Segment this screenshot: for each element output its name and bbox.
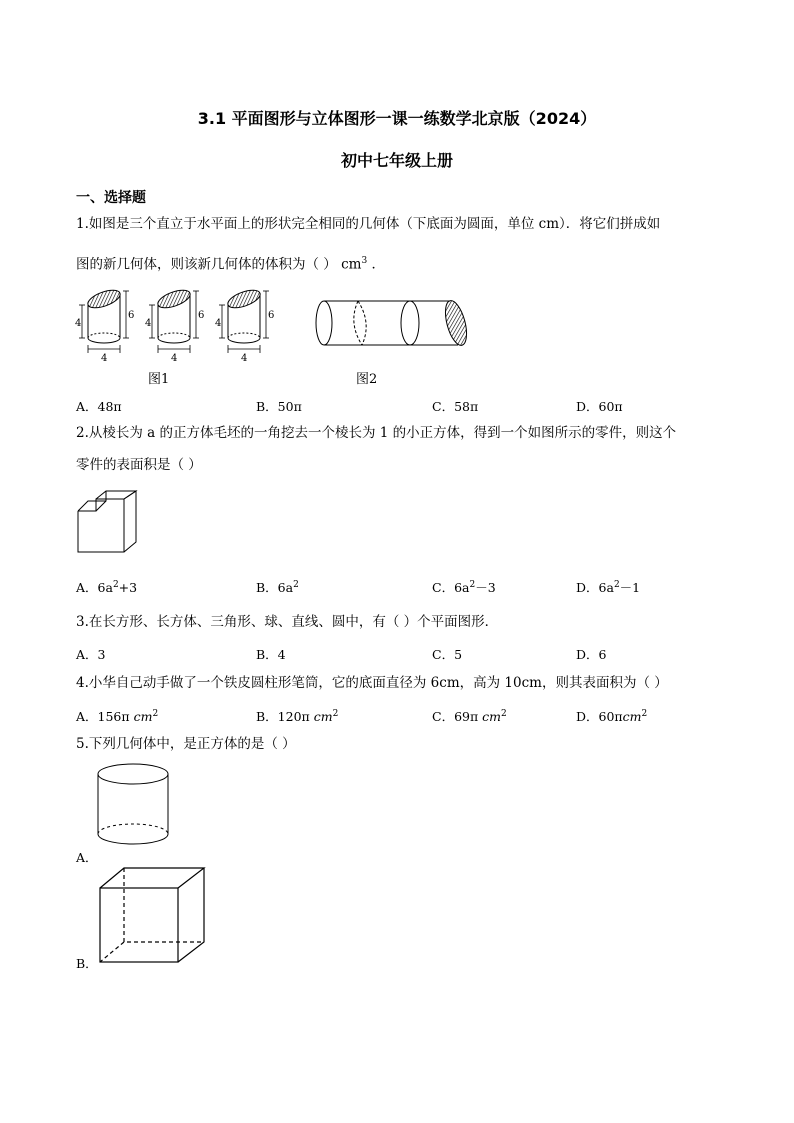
dim-height-tall-2: 6 bbox=[198, 310, 205, 321]
q4-option-d[interactable] bbox=[576, 707, 647, 725]
q4-option-c[interactable] bbox=[432, 707, 507, 725]
q4-option-a-unit-exponent: 2 bbox=[152, 708, 159, 719]
dim-height-tall-1: 6 bbox=[128, 310, 135, 321]
question-2-line-1: 2.从棱长为 a 的正方体毛坯的一角挖去一个棱长为 1 的小正方体，得到一个如图所示的零件，则这个 bbox=[76, 425, 677, 441]
q4-option-c-unit-exponent: 2 bbox=[501, 708, 507, 719]
q2-option-a-exponent: 2 bbox=[112, 579, 119, 590]
dim-diameter-1: 4 bbox=[101, 353, 108, 364]
page-subtitle: 初中七年级上册 bbox=[340, 151, 453, 170]
question-4-line-1: 4.小华自己动手做了一个铁皮圆柱形笔筒，它的底面直径为 6cm，高为 10cm，则其表面积为（ ） bbox=[76, 675, 668, 691]
q2-option-d-exponent: 2 bbox=[613, 579, 620, 590]
figure-notched-cube bbox=[76, 489, 146, 557]
question-1-line-2 bbox=[76, 251, 385, 275]
q2-option-b-exponent: 2 bbox=[293, 579, 299, 590]
option-a-cylinder-figure bbox=[96, 762, 176, 852]
dim-diameter-2: 4 bbox=[171, 353, 178, 364]
q4-option-b-unit-exponent: 2 bbox=[332, 708, 339, 719]
dim-height-short-1: 4 bbox=[75, 318, 82, 329]
q2-option-a[interactable] bbox=[76, 578, 137, 596]
q4-option-b-text: B．120π bbox=[256, 709, 310, 724]
q4-option-a-text: A．156π bbox=[76, 709, 130, 724]
dim-diameter-3: 4 bbox=[241, 353, 248, 364]
q1-option-a[interactable]: A．48π bbox=[76, 399, 122, 414]
question-1-line-1: 1.如图是三个直立于水平面上的形状完全相同的几何体（下底面为圆面，单位 cm）．将它们拼成如 bbox=[76, 216, 661, 232]
q2-option-a-tail: +3 bbox=[118, 580, 138, 595]
q4-option-b[interactable] bbox=[256, 707, 338, 725]
q4-option-b-unit: cm bbox=[313, 709, 333, 724]
q4-option-c-text: C．69π bbox=[432, 709, 479, 724]
q4-option-d-text: D．60π bbox=[576, 709, 623, 724]
q3-option-c[interactable]: C．5 bbox=[432, 647, 463, 662]
q1-option-d[interactable]: D．60π bbox=[576, 399, 623, 414]
q2-option-c-tail: －3 bbox=[475, 580, 496, 595]
q2-option-d-tail: －1 bbox=[619, 580, 641, 595]
q3-option-d[interactable]: D．6 bbox=[576, 647, 607, 662]
option-b-cube-figure bbox=[96, 866, 211, 966]
q4-option-a[interactable] bbox=[76, 707, 158, 725]
dim-height-short-2: 4 bbox=[145, 318, 152, 329]
question-5-line-1: 5.下列几何体中，是正方体的是（ ） bbox=[76, 736, 296, 752]
question-1-text: 图的新几何体，则该新几何体的体积为（ ） cm bbox=[76, 256, 362, 273]
q4-option-a-unit: cm bbox=[133, 709, 153, 724]
q2-option-d[interactable] bbox=[576, 578, 640, 596]
cylinder-1 bbox=[75, 287, 134, 364]
q5-option-a[interactable]: A． bbox=[76, 850, 98, 865]
q3-option-b[interactable]: B．4 bbox=[256, 647, 286, 662]
q3-option-a[interactable]: A．3 bbox=[76, 647, 106, 662]
question-2-line-2: 零件的表面积是（ ） bbox=[76, 457, 202, 473]
q4-option-c-unit: cm bbox=[482, 709, 502, 724]
question-1-unit-exponent: 3 bbox=[361, 256, 368, 266]
q2-option-b-text: B．6a bbox=[256, 580, 294, 595]
dim-height-tall-3: 6 bbox=[268, 310, 275, 321]
q1-option-b[interactable]: B．50π bbox=[256, 399, 302, 414]
q2-option-b[interactable] bbox=[256, 578, 299, 596]
figure-2-combined-cylinder bbox=[312, 297, 482, 353]
q4-option-d-unit: cm bbox=[622, 709, 642, 724]
q4-option-d-unit-exponent: 2 bbox=[641, 708, 648, 719]
page-title: 3.1 平面图形与立体图形一课一练数学北京版（2024） bbox=[197, 109, 597, 128]
q2-option-c-exponent: 2 bbox=[469, 579, 476, 590]
q2-option-c-text: C．6a bbox=[432, 580, 470, 595]
question-1-end: ． bbox=[367, 256, 385, 273]
cylinder-3 bbox=[215, 287, 274, 364]
q2-option-c[interactable] bbox=[432, 578, 496, 596]
q2-option-d-text: D．6a bbox=[576, 580, 614, 595]
question-3-line-1: 3.在长方形、长方体、三角形、球、直线、圆中，有（ ）个平面图形． bbox=[76, 614, 499, 630]
q2-option-a-text: A．6a bbox=[76, 580, 113, 595]
cylinder-2 bbox=[145, 287, 204, 364]
dim-height-short-3: 4 bbox=[215, 318, 222, 329]
section-heading: 一、选择题 bbox=[76, 190, 146, 206]
q1-option-c[interactable]: C．58π bbox=[432, 399, 479, 414]
figure-1-caption: 图1 bbox=[148, 372, 170, 387]
figure-2-caption: 图2 bbox=[356, 372, 378, 387]
q5-option-b[interactable]: B． bbox=[76, 956, 98, 971]
